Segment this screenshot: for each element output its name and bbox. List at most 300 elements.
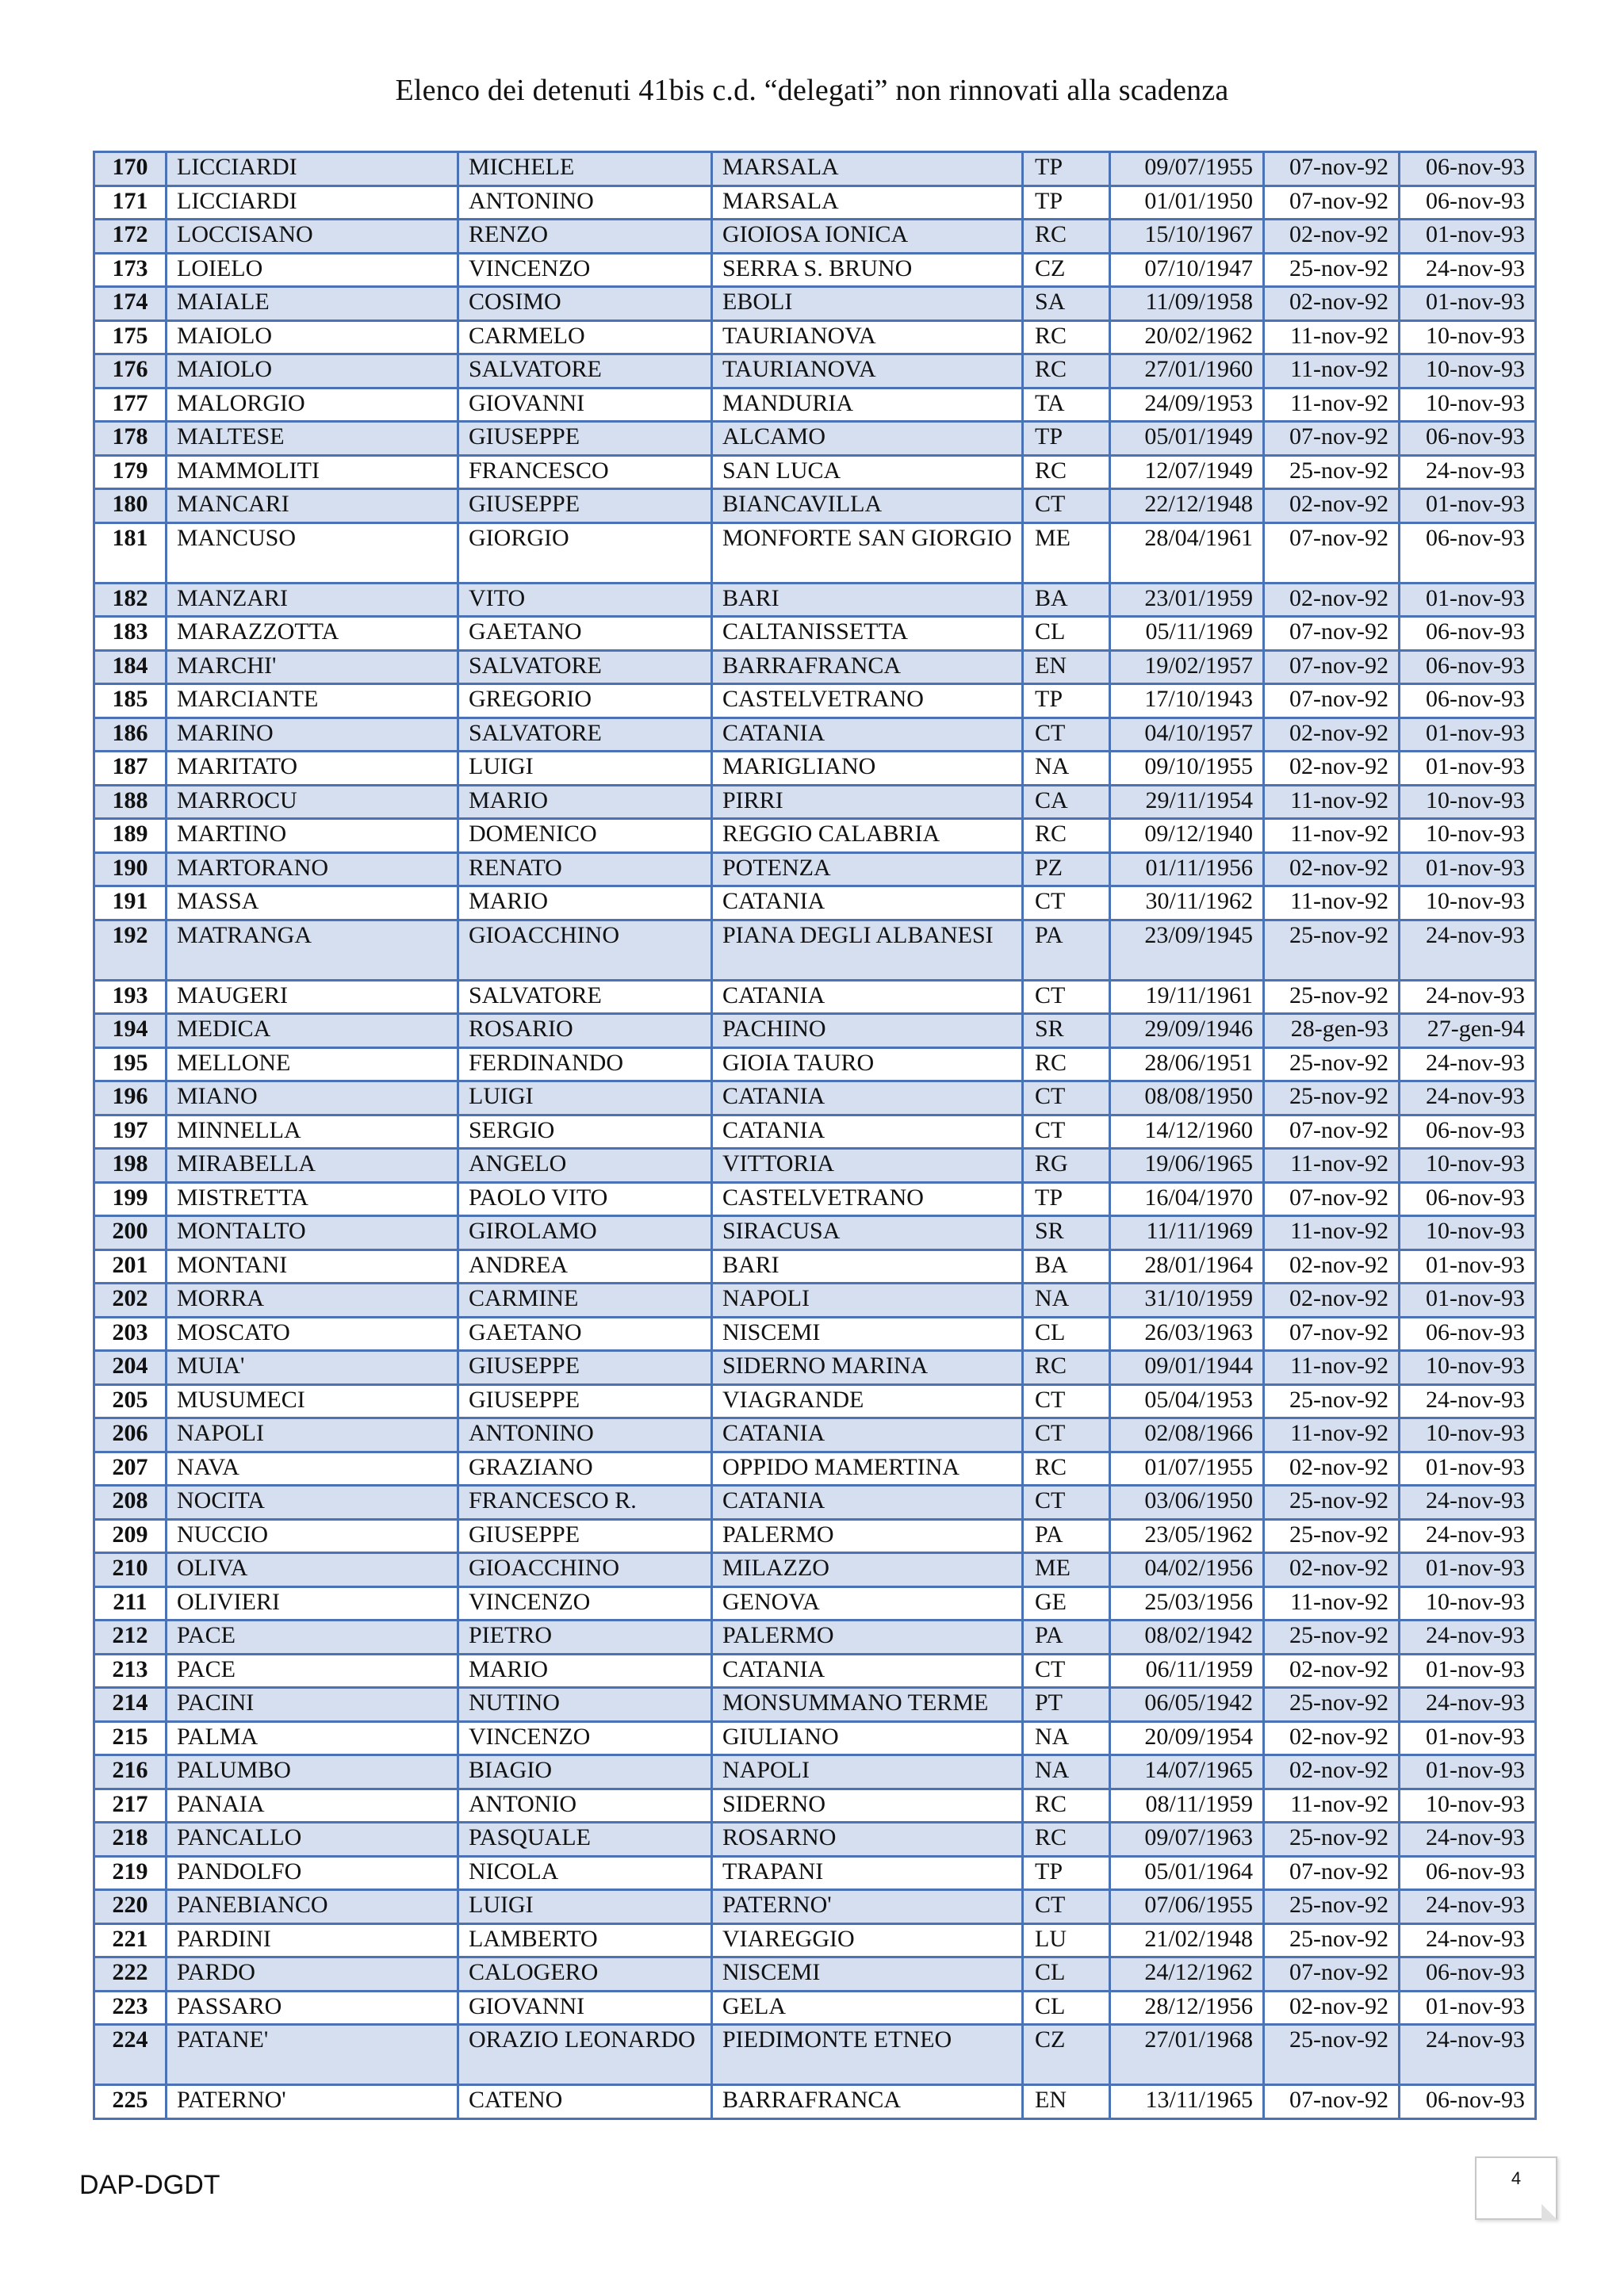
expiry-date-cell: 01-nov-93 (1400, 852, 1536, 886)
surname-cell: MOSCATO (167, 1317, 458, 1351)
first-name-cell: VINCENZO (458, 1586, 712, 1621)
surname-cell: MARTINO (167, 819, 458, 853)
birthplace-cell: SIRACUSA (712, 1216, 1023, 1250)
birthplace-cell: SAN LUCA (712, 455, 1023, 489)
expiry-date-cell: 06-nov-93 (1400, 522, 1536, 583)
birthplace-cell: MILAZZO (712, 1553, 1023, 1587)
birth-date-cell: 09/12/1940 (1110, 819, 1264, 853)
table-row (94, 1486, 1536, 1520)
birth-date-cell: 14/12/1960 (1110, 1115, 1264, 1149)
birthplace-cell: REGGIO CALABRIA (712, 819, 1023, 853)
row-number: 201 (94, 1249, 167, 1284)
first-name-cell: GIUSEPPE (458, 1384, 712, 1418)
start-date-cell: 11-nov-92 (1264, 1351, 1400, 1385)
surname-cell: PACINI (167, 1688, 458, 1722)
table-row (94, 1856, 1536, 1890)
start-date-cell: 07-nov-92 (1264, 1115, 1400, 1149)
birthplace-cell: ROSARNO (712, 1823, 1023, 1857)
birth-date-cell: 24/12/1962 (1110, 1957, 1264, 1992)
surname-cell: PANEBIANCO (167, 1890, 458, 1924)
expiry-date-cell: 01-nov-93 (1400, 1991, 1536, 2025)
table-row (94, 489, 1536, 523)
table-row (94, 980, 1536, 1014)
start-date-cell: 25-nov-92 (1264, 980, 1400, 1014)
surname-cell: MARAZZOTTA (167, 617, 458, 651)
row-number: 171 (94, 186, 167, 220)
surname-cell: MANCUSO (167, 522, 458, 583)
start-date-cell: 07-nov-92 (1264, 650, 1400, 684)
row-number: 200 (94, 1216, 167, 1250)
start-date-cell: 02-nov-92 (1264, 1721, 1400, 1755)
table-row (94, 684, 1536, 718)
province-cell: RC (1023, 455, 1110, 489)
birth-date-cell: 09/07/1963 (1110, 1823, 1264, 1857)
province-cell: CT (1023, 1081, 1110, 1115)
start-date-cell: 25-nov-92 (1264, 1519, 1400, 1553)
row-number: 222 (94, 1957, 167, 1992)
row-number: 172 (94, 220, 167, 254)
table-row (94, 617, 1536, 651)
birthplace-cell: GIOIOSA IONICA (712, 220, 1023, 254)
birthplace-cell: GIOIA TAURO (712, 1047, 1023, 1081)
start-date-cell: 11-nov-92 (1264, 320, 1400, 354)
expiry-date-cell: 01-nov-93 (1400, 1249, 1536, 1284)
birthplace-cell: MANDURIA (712, 388, 1023, 422)
row-number: 181 (94, 522, 167, 583)
row-number: 216 (94, 1755, 167, 1789)
start-date-cell: 25-nov-92 (1264, 1688, 1400, 1722)
first-name-cell: FRANCESCO (458, 455, 712, 489)
birth-date-cell: 26/03/1963 (1110, 1317, 1264, 1351)
first-name-cell: ANTONINO (458, 1418, 712, 1452)
province-cell: BA (1023, 1249, 1110, 1284)
table-row (94, 455, 1536, 489)
birthplace-cell: CASTELVETRANO (712, 1182, 1023, 1216)
table-row (94, 852, 1536, 886)
document-title: Elenco dei detenuti 41bis c.d. “delegati” non rinnovati alla scadenza (395, 74, 1229, 107)
surname-cell: MARINO (167, 718, 458, 752)
birth-date-cell: 09/10/1955 (1110, 752, 1264, 786)
first-name-cell: LUIGI (458, 1081, 712, 1115)
expiry-date-cell: 24-nov-93 (1400, 920, 1536, 980)
expiry-date-cell: 10-nov-93 (1400, 785, 1536, 819)
row-number: 206 (94, 1418, 167, 1452)
first-name-cell: CARMELO (458, 320, 712, 354)
birth-date-cell: 05/01/1949 (1110, 422, 1264, 456)
birth-date-cell: 04/10/1957 (1110, 718, 1264, 752)
row-number: 195 (94, 1047, 167, 1081)
page-number-box (1475, 2156, 1557, 2220)
table-row (94, 886, 1536, 920)
province-cell: PA (1023, 920, 1110, 980)
start-date-cell: 02-nov-92 (1264, 1991, 1400, 2025)
table-row (94, 1586, 1536, 1621)
row-number: 202 (94, 1284, 167, 1318)
start-date-cell: 07-nov-92 (1264, 1317, 1400, 1351)
province-cell: CZ (1023, 253, 1110, 287)
birth-date-cell: 05/04/1953 (1110, 1384, 1264, 1418)
expiry-date-cell: 10-nov-93 (1400, 819, 1536, 853)
birthplace-cell: NAPOLI (712, 1755, 1023, 1789)
first-name-cell: PIETRO (458, 1621, 712, 1655)
row-number: 223 (94, 1991, 167, 2025)
row-number: 211 (94, 1586, 167, 1621)
birthplace-cell: BARRAFRANCA (712, 2085, 1023, 2119)
surname-cell: MUSUMECI (167, 1384, 458, 1418)
start-date-cell: 25-nov-92 (1264, 920, 1400, 980)
row-number: 173 (94, 253, 167, 287)
start-date-cell: 28-gen-93 (1264, 1014, 1400, 1048)
surname-cell: LICCIARDI (167, 152, 458, 186)
expiry-date-cell: 24-nov-93 (1400, 2025, 1536, 2085)
surname-cell: MARCHI' (167, 650, 458, 684)
birth-date-cell: 28/01/1964 (1110, 1249, 1264, 1284)
province-cell: NA (1023, 1721, 1110, 1755)
start-date-cell: 11-nov-92 (1264, 819, 1400, 853)
province-cell: CT (1023, 489, 1110, 523)
first-name-cell: CARMINE (458, 1284, 712, 1318)
start-date-cell: 02-nov-92 (1264, 1654, 1400, 1688)
expiry-date-cell: 24-nov-93 (1400, 1923, 1536, 1957)
birth-date-cell: 08/11/1959 (1110, 1789, 1264, 1823)
start-date-cell: 25-nov-92 (1264, 1823, 1400, 1857)
expiry-date-cell: 10-nov-93 (1400, 1789, 1536, 1823)
row-number: 205 (94, 1384, 167, 1418)
table-row (94, 422, 1536, 456)
surname-cell: PATANE' (167, 2025, 458, 2085)
table-row (94, 785, 1536, 819)
start-date-cell: 25-nov-92 (1264, 455, 1400, 489)
start-date-cell: 11-nov-92 (1264, 1216, 1400, 1250)
first-name-cell: GIUSEPPE (458, 1519, 712, 1553)
start-date-cell: 02-nov-92 (1264, 287, 1400, 321)
birthplace-cell: CASTELVETRANO (712, 684, 1023, 718)
province-cell: CT (1023, 1384, 1110, 1418)
surname-cell: MARTORANO (167, 852, 458, 886)
expiry-date-cell: 01-nov-93 (1400, 287, 1536, 321)
row-number: 188 (94, 785, 167, 819)
first-name-cell: RENATO (458, 852, 712, 886)
table-row (94, 152, 1536, 186)
first-name-cell: MARIO (458, 886, 712, 920)
surname-cell: PACE (167, 1621, 458, 1655)
start-date-cell: 25-nov-92 (1264, 1890, 1400, 1924)
table-row (94, 522, 1536, 583)
table-row (94, 388, 1536, 422)
province-cell: EN (1023, 650, 1110, 684)
start-date-cell: 02-nov-92 (1264, 718, 1400, 752)
province-cell: RC (1023, 1789, 1110, 1823)
surname-cell: MEDICA (167, 1014, 458, 1048)
expiry-date-cell: 06-nov-93 (1400, 422, 1536, 456)
first-name-cell: NICOLA (458, 1856, 712, 1890)
province-cell: PA (1023, 1519, 1110, 1553)
first-name-cell: BIAGIO (458, 1755, 712, 1789)
birth-date-cell: 11/11/1969 (1110, 1216, 1264, 1250)
birthplace-cell: PIANA DEGLI ALBANESI (712, 920, 1023, 980)
surname-cell: OLIVA (167, 1553, 458, 1587)
start-date-cell: 25-nov-92 (1264, 1384, 1400, 1418)
start-date-cell: 11-nov-92 (1264, 388, 1400, 422)
row-number: 208 (94, 1486, 167, 1520)
first-name-cell: SERGIO (458, 1115, 712, 1149)
surname-cell: PANAIA (167, 1789, 458, 1823)
expiry-date-cell: 06-nov-93 (1400, 1856, 1536, 1890)
row-number: 196 (94, 1081, 167, 1115)
first-name-cell: SALVATORE (458, 718, 712, 752)
table-row (94, 186, 1536, 220)
surname-cell: LICCIARDI (167, 186, 458, 220)
province-cell: SA (1023, 287, 1110, 321)
birth-date-cell: 29/11/1954 (1110, 785, 1264, 819)
expiry-date-cell: 10-nov-93 (1400, 1351, 1536, 1385)
birthplace-cell: CATANIA (712, 1486, 1023, 1520)
row-number: 186 (94, 718, 167, 752)
birth-date-cell: 09/07/1955 (1110, 152, 1264, 186)
expiry-date-cell: 01-nov-93 (1400, 1755, 1536, 1789)
row-number: 192 (94, 920, 167, 980)
birth-date-cell: 27/01/1968 (1110, 2025, 1264, 2085)
birthplace-cell: PIEDIMONTE ETNEO (712, 2025, 1023, 2085)
birthplace-cell: CALTANISSETTA (712, 617, 1023, 651)
first-name-cell: GAETANO (458, 1317, 712, 1351)
table-row (94, 1755, 1536, 1789)
table-row (94, 1789, 1536, 1823)
birthplace-cell: SIDERNO MARINA (712, 1351, 1023, 1385)
surname-cell: OLIVIERI (167, 1586, 458, 1621)
birthplace-cell: NAPOLI (712, 1284, 1023, 1318)
first-name-cell: GIOVANNI (458, 1991, 712, 2025)
birth-date-cell: 25/03/1956 (1110, 1586, 1264, 1621)
birth-date-cell: 03/06/1950 (1110, 1486, 1264, 1520)
birthplace-cell: PIRRI (712, 785, 1023, 819)
province-cell: NA (1023, 1284, 1110, 1318)
first-name-cell: ANTONINO (458, 186, 712, 220)
row-number: 184 (94, 650, 167, 684)
expiry-date-cell: 24-nov-93 (1400, 1384, 1536, 1418)
expiry-date-cell: 24-nov-93 (1400, 1688, 1536, 1722)
table-row (94, 583, 1536, 617)
expiry-date-cell: 24-nov-93 (1400, 1621, 1536, 1655)
birth-date-cell: 23/05/1962 (1110, 1519, 1264, 1553)
birthplace-cell: MARSALA (712, 186, 1023, 220)
first-name-cell: ORAZIO LEONARDO (458, 2025, 712, 2085)
start-date-cell: 07-nov-92 (1264, 186, 1400, 220)
detainees-table (93, 151, 1537, 2120)
birth-date-cell: 31/10/1959 (1110, 1284, 1264, 1318)
first-name-cell: ANGELO (458, 1149, 712, 1183)
birthplace-cell: PALERMO (712, 1621, 1023, 1655)
first-name-cell: LUIGI (458, 1890, 712, 1924)
first-name-cell: GIUSEPPE (458, 422, 712, 456)
surname-cell: LOIELO (167, 253, 458, 287)
surname-cell: MISTRETTA (167, 1182, 458, 1216)
table-row (94, 1351, 1536, 1385)
table-row (94, 1149, 1536, 1183)
province-cell: CL (1023, 617, 1110, 651)
expiry-date-cell: 06-nov-93 (1400, 1182, 1536, 1216)
birth-date-cell: 06/11/1959 (1110, 1654, 1264, 1688)
birthplace-cell: CATANIA (712, 718, 1023, 752)
province-cell: NA (1023, 1755, 1110, 1789)
expiry-date-cell: 10-nov-93 (1400, 320, 1536, 354)
start-date-cell: 07-nov-92 (1264, 1957, 1400, 1992)
province-cell: LU (1023, 1923, 1110, 1957)
province-cell: PZ (1023, 852, 1110, 886)
surname-cell: MORRA (167, 1284, 458, 1318)
birthplace-cell: MONSUMMANO TERME (712, 1688, 1023, 1722)
birthplace-cell: NISCEMI (712, 1957, 1023, 1992)
surname-cell: NAPOLI (167, 1418, 458, 1452)
row-number: 213 (94, 1654, 167, 1688)
expiry-date-cell: 01-nov-93 (1400, 1452, 1536, 1486)
first-name-cell: MARIO (458, 1654, 712, 1688)
surname-cell: MAIALE (167, 287, 458, 321)
table-row (94, 1452, 1536, 1486)
birthplace-cell: VIAGRANDE (712, 1384, 1023, 1418)
expiry-date-cell: 01-nov-93 (1400, 1654, 1536, 1688)
expiry-date-cell: 24-nov-93 (1400, 253, 1536, 287)
start-date-cell: 25-nov-92 (1264, 1047, 1400, 1081)
start-date-cell: 25-nov-92 (1264, 2025, 1400, 2085)
row-number: 215 (94, 1721, 167, 1755)
row-number: 204 (94, 1351, 167, 1385)
start-date-cell: 11-nov-92 (1264, 785, 1400, 819)
birth-date-cell: 05/01/1964 (1110, 1856, 1264, 1890)
birth-date-cell: 17/10/1943 (1110, 684, 1264, 718)
first-name-cell: RENZO (458, 220, 712, 254)
expiry-date-cell: 01-nov-93 (1400, 752, 1536, 786)
birth-date-cell: 27/01/1960 (1110, 354, 1264, 388)
birth-date-cell: 19/06/1965 (1110, 1149, 1264, 1183)
province-cell: RG (1023, 1149, 1110, 1183)
province-cell: RC (1023, 819, 1110, 853)
birth-date-cell: 05/11/1969 (1110, 617, 1264, 651)
row-number: 219 (94, 1856, 167, 1890)
surname-cell: NUCCIO (167, 1519, 458, 1553)
birth-date-cell: 16/04/1970 (1110, 1182, 1264, 1216)
province-cell: TP (1023, 1856, 1110, 1890)
birthplace-cell: CATANIA (712, 886, 1023, 920)
surname-cell: MALORGIO (167, 388, 458, 422)
province-cell: RC (1023, 320, 1110, 354)
first-name-cell: COSIMO (458, 287, 712, 321)
birthplace-cell: BARRAFRANCA (712, 650, 1023, 684)
birthplace-cell: PACHINO (712, 1014, 1023, 1048)
start-date-cell: 02-nov-92 (1264, 852, 1400, 886)
first-name-cell: VINCENZO (458, 253, 712, 287)
birthplace-cell: MARSALA (712, 152, 1023, 186)
expiry-date-cell: 10-nov-93 (1400, 886, 1536, 920)
province-cell: RC (1023, 1452, 1110, 1486)
province-cell: PA (1023, 1621, 1110, 1655)
table-row (94, 1721, 1536, 1755)
table-row (94, 1384, 1536, 1418)
first-name-cell: GIUSEPPE (458, 1351, 712, 1385)
first-name-cell: GIOACCHINO (458, 1553, 712, 1587)
table-row (94, 1553, 1536, 1587)
province-cell: CT (1023, 1486, 1110, 1520)
row-number: 198 (94, 1149, 167, 1183)
row-number: 174 (94, 287, 167, 321)
start-date-cell: 11-nov-92 (1264, 1586, 1400, 1621)
table-row (94, 1047, 1536, 1081)
first-name-cell: SALVATORE (458, 650, 712, 684)
birthplace-cell: ALCAMO (712, 422, 1023, 456)
first-name-cell: GREGORIO (458, 684, 712, 718)
province-cell: RC (1023, 220, 1110, 254)
province-cell: CA (1023, 785, 1110, 819)
row-number: 212 (94, 1621, 167, 1655)
expiry-date-cell: 01-nov-93 (1400, 1284, 1536, 1318)
birth-date-cell: 15/10/1967 (1110, 220, 1264, 254)
first-name-cell: NUTINO (458, 1688, 712, 1722)
surname-cell: MATRANGA (167, 920, 458, 980)
table-row (94, 287, 1536, 321)
start-date-cell: 02-nov-92 (1264, 489, 1400, 523)
birthplace-cell: VIAREGGIO (712, 1923, 1023, 1957)
expiry-date-cell: 06-nov-93 (1400, 684, 1536, 718)
table-row (94, 354, 1536, 388)
start-date-cell: 07-nov-92 (1264, 1856, 1400, 1890)
table-row (94, 1890, 1536, 1924)
birthplace-cell: NISCEMI (712, 1317, 1023, 1351)
province-cell: NA (1023, 752, 1110, 786)
birthplace-cell: POTENZA (712, 852, 1023, 886)
start-date-cell: 07-nov-92 (1264, 2085, 1400, 2119)
first-name-cell: MARIO (458, 785, 712, 819)
province-cell: CT (1023, 1115, 1110, 1149)
start-date-cell: 07-nov-92 (1264, 684, 1400, 718)
first-name-cell: CATENO (458, 2085, 712, 2119)
surname-cell: NAVA (167, 1452, 458, 1486)
table-row (94, 1115, 1536, 1149)
row-number: 210 (94, 1553, 167, 1587)
expiry-date-cell: 01-nov-93 (1400, 718, 1536, 752)
table-row (94, 220, 1536, 254)
birth-date-cell: 08/02/1942 (1110, 1621, 1264, 1655)
expiry-date-cell: 24-nov-93 (1400, 1047, 1536, 1081)
row-number: 183 (94, 617, 167, 651)
birthplace-cell: CATANIA (712, 1115, 1023, 1149)
birth-date-cell: 22/12/1948 (1110, 489, 1264, 523)
province-cell: TP (1023, 684, 1110, 718)
row-number: 218 (94, 1823, 167, 1857)
first-name-cell: PAOLO VITO (458, 1182, 712, 1216)
birth-date-cell: 19/11/1961 (1110, 980, 1264, 1014)
row-number: 170 (94, 152, 167, 186)
expiry-date-cell: 24-nov-93 (1400, 1081, 1536, 1115)
table-row (94, 1991, 1536, 2025)
birth-date-cell: 14/07/1965 (1110, 1755, 1264, 1789)
birth-date-cell: 24/09/1953 (1110, 388, 1264, 422)
surname-cell: MARROCU (167, 785, 458, 819)
birth-date-cell: 07/10/1947 (1110, 253, 1264, 287)
first-name-cell: GIOVANNI (458, 388, 712, 422)
birthplace-cell: MARIGLIANO (712, 752, 1023, 786)
province-cell: SR (1023, 1014, 1110, 1048)
expiry-date-cell: 24-nov-93 (1400, 1890, 1536, 1924)
table-row (94, 253, 1536, 287)
table-row (94, 752, 1536, 786)
birth-date-cell: 30/11/1962 (1110, 886, 1264, 920)
surname-cell: PATERNO' (167, 2085, 458, 2119)
expiry-date-cell: 10-nov-93 (1400, 388, 1536, 422)
birthplace-cell: BARI (712, 1249, 1023, 1284)
province-cell: ME (1023, 522, 1110, 583)
surname-cell: MIRABELLA (167, 1149, 458, 1183)
table-row (94, 320, 1536, 354)
